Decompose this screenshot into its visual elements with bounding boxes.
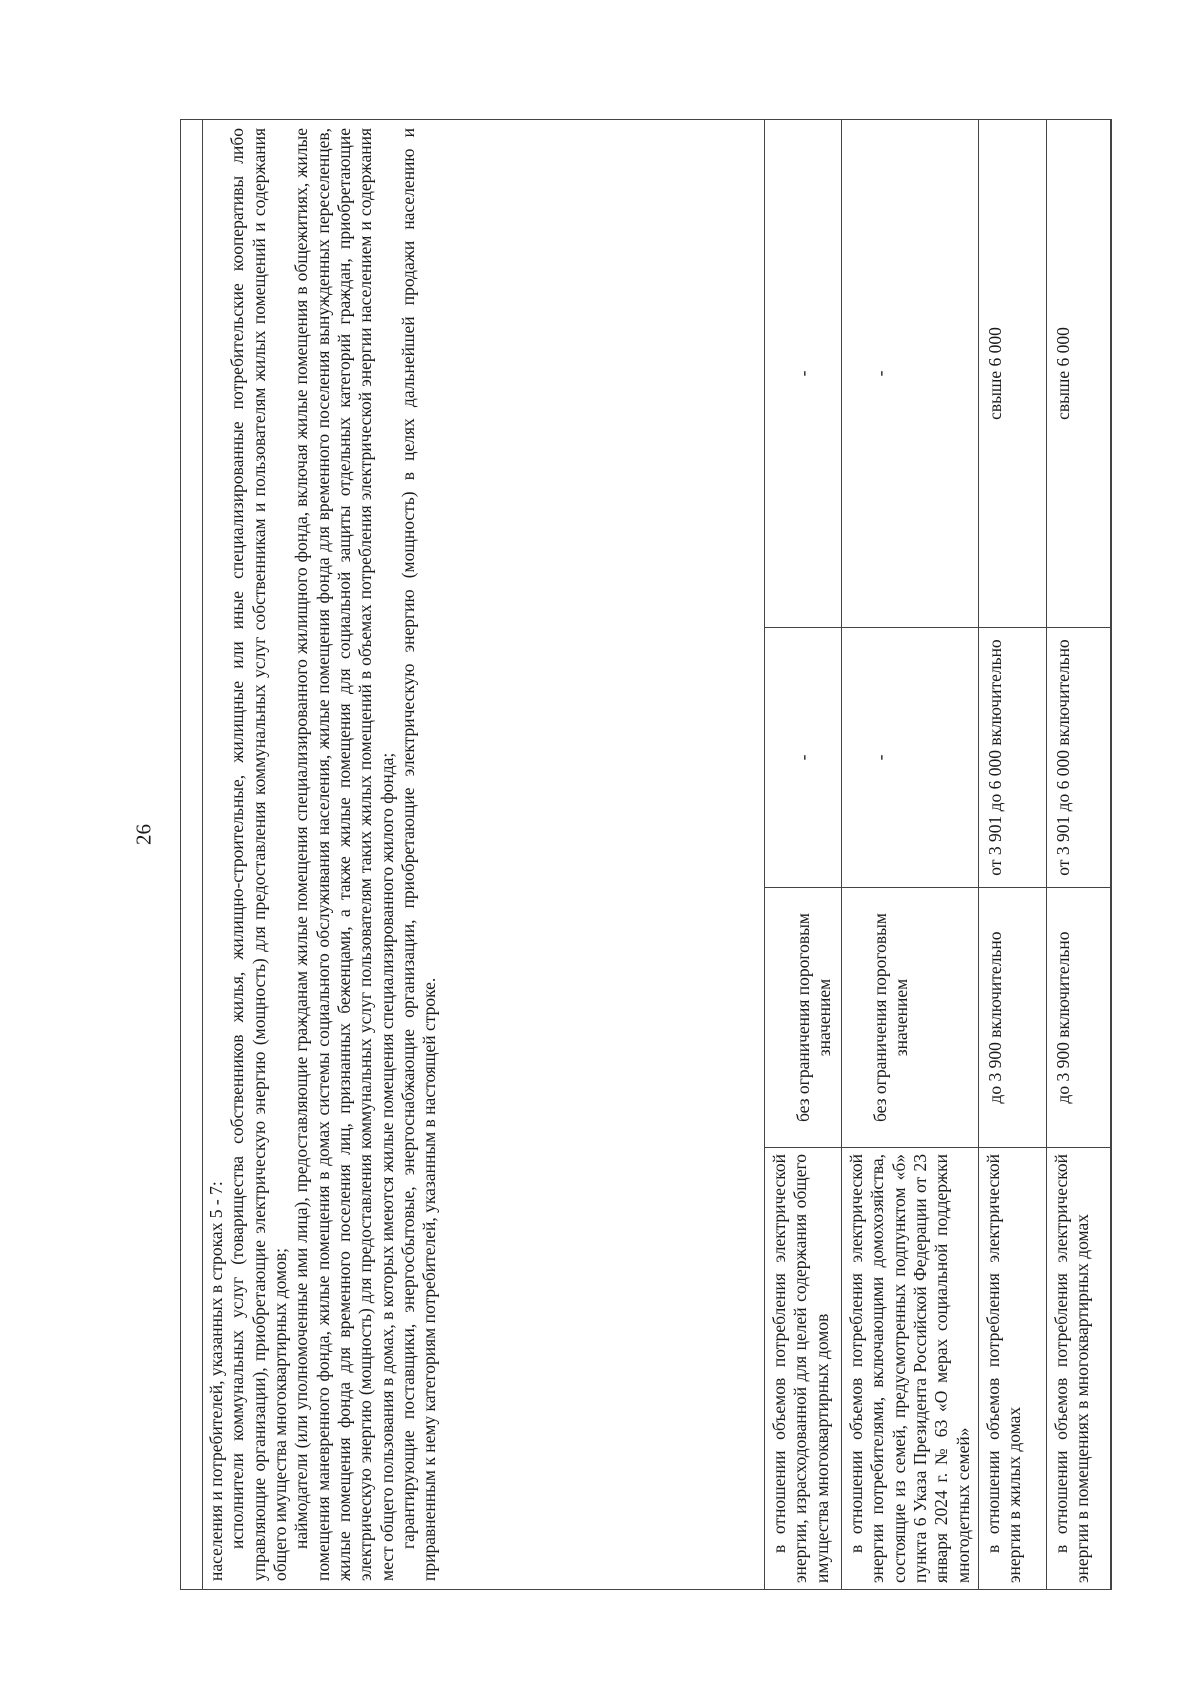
row-label <box>1047 1148 1111 1590</box>
rotated-table-wrapper <box>180 120 1093 1590</box>
bottom-empty-cell <box>1111 120 1112 1590</box>
threshold-cell: до 3 900 включительно <box>1047 888 1111 1148</box>
row-label <box>842 1148 979 1590</box>
table-row <box>979 120 1047 1590</box>
threshold-cell: до 3 900 включительно <box>979 888 1047 1148</box>
threshold-cell: - <box>842 628 979 888</box>
tariff-table <box>180 119 1112 1590</box>
intro-cell <box>203 120 765 1590</box>
threshold-cell: от 3 901 до 6 000 включительно <box>1047 628 1111 888</box>
table-row <box>842 120 979 1590</box>
threshold-cell: - <box>765 628 842 888</box>
table-row <box>1111 120 1112 1590</box>
row-label-text: в отношении объемов потребления электрической энергии в жилых домах <box>983 1154 1025 1583</box>
row-label <box>765 1148 842 1590</box>
row-label-text: в отношении объемов потребления электрической энергии в помещениях в многоквартирных домах <box>1051 1154 1093 1583</box>
threshold-cell: - <box>765 120 842 628</box>
threshold-cell: свыше 6 000 <box>979 120 1047 628</box>
row-label <box>979 1148 1047 1590</box>
table-row <box>181 120 203 1590</box>
threshold-cell: свыше 6 000 <box>1047 120 1111 628</box>
row-label-text: в отношении объемов потребления электрической энергии потребителями, включающими домохозяйства, состоящие из семей, предусмотренных подпунктом «б» пункта 6 Указа Президента Российской Федерации от 23 января 2024 г. № 63 «О мерах социальной поддержки многодетных семей» <box>846 1154 973 1583</box>
page-number: 26 <box>131 824 156 845</box>
intro-row <box>203 120 765 1590</box>
top-empty-cell <box>181 120 203 1590</box>
threshold-cell: без ограничения пороговым значением <box>842 888 979 1148</box>
threshold-cell: от 3 901 до 6 000 включительно <box>979 628 1047 888</box>
intro-paragraph: населения и потребителей, указанных в строках 5 - 7: <box>206 1181 226 1581</box>
intro-paragraph: наймодатели (или уполномоченные ими лица), предоставляющие гражданам жилые помещения специализированного жилищного фонда, включая жилые помещения в общежитиях, жилые помещения маневренного фонда, жилые помещения в домах системы социального обслуживания населения, жилые помещения фонда для временного поселения вынужденных переселенцев, жилые помещения фонда для временного поселения лиц, признанных беженцами, а также жилые помещения для социальной защиты отдельных категорий граждан, приобретающие электрическую энергию (мощность) для предоставления коммунальных услуг пользователям таких жилых помещений в объемах потребления электрической энергии населением и содержания мест общего пользования в домах, в которых имеются жилые помещения специализированного жилого фонда; <box>291 128 397 1581</box>
row-label-text: в отношении объемов потребления электрической энергии, израсходованной для целей содержания общего имущества многоквартирных домов <box>769 1154 832 1583</box>
table-row <box>1047 120 1111 1590</box>
intro-paragraph: гарантирующие поставщики, энергосбытовые, энергоснабжающие организации, приобретающие электрическую энергию (мощность) в целях дальнейшей продажи населению и приравненным к нему категориям потребителей, указанным в настоящей строке. <box>398 128 440 1581</box>
table-row <box>765 120 842 1590</box>
intro-paragraph: исполнители коммунальных услуг (товарищества собственников жилья, жилищно-строительные, жилищные или иные специализированные потребительские кооперативы либо управляющие организации), приобретающие электрическую энергию (мощность) для предоставления коммунальных услуг собственникам и пользователям жилых помещений и содержания общего имущества многоквартирных домов; <box>227 128 291 1581</box>
threshold-cell: - <box>842 120 979 628</box>
threshold-cell: без ограничения пороговым значением <box>765 888 842 1148</box>
